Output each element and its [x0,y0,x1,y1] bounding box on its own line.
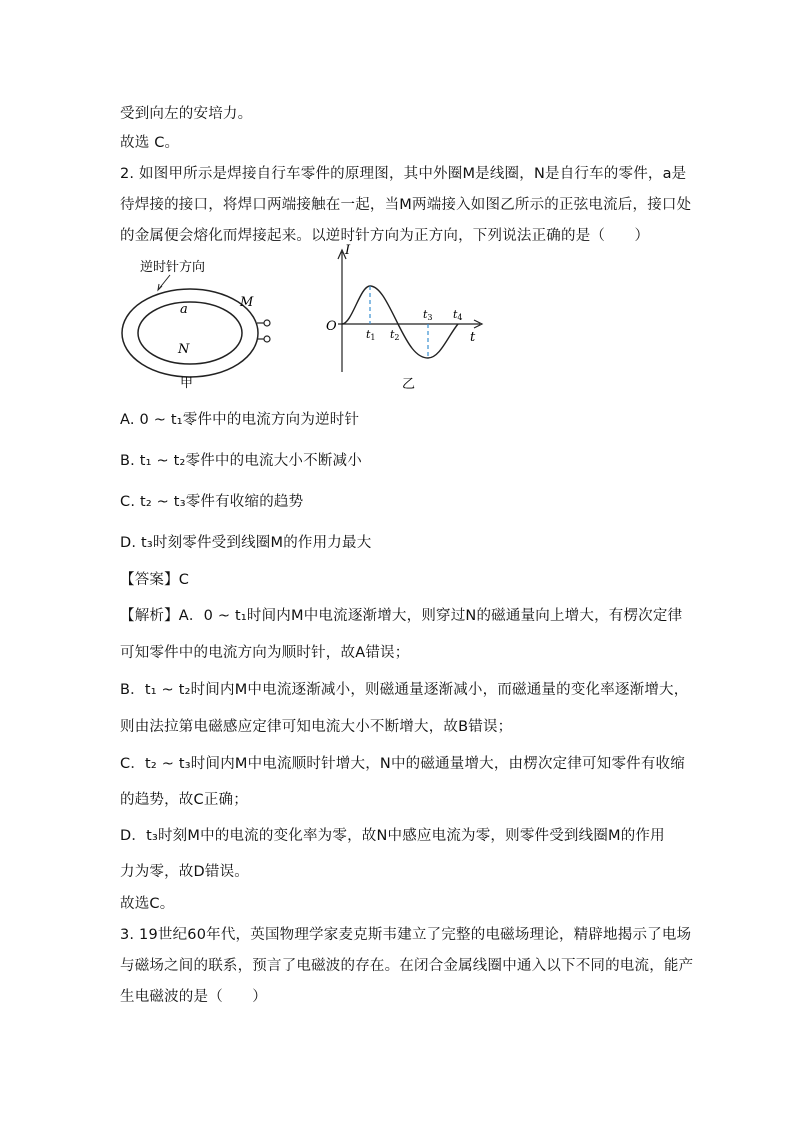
question-2-line: 2. 如图甲所示是焊接自行车零件的原理图，其中外圈M是线圈，N是自行车的零件，a是 [120,166,687,182]
option-d: D. t₃时刻零件受到线圈M的作用力最大 [120,535,372,551]
analysis-line: C．t₂ ~ t₃时间内M中电流顺时针增大，N中的磁通量增大，由楞次定律可知零件有收缩 [120,756,685,772]
figure-coil-diagram [118,255,278,393]
inner-part-N [138,302,242,364]
option-c: C. t₂ ~ t₃零件有收缩的趋势 [120,494,304,510]
figure-current-graph [320,240,490,396]
terminal-circle [264,320,270,326]
axis-label-i: I [345,243,351,258]
analysis-line: 【解析】A．0 ~ t₁时间内M中电流逐渐增大，则穿过N的磁通量向上增大，有楞次定律 [120,608,683,624]
figure-caption: 乙 [402,377,416,392]
analysis-line: 可知零件中的电流方向为顺时针，故A错误； [120,645,410,661]
option-b: B. t₁ ~ t₂零件中的电流大小不断减小 [120,453,362,469]
question-3-line: 与磁场之间的联系，预言了电磁波的存在。在闭合金属线圈中通入以下不同的电流，能产 [120,958,694,974]
analysis-line: 则由法拉第电磁感应定律可知电流大小不断增大，故B错误； [120,719,513,735]
tick-label-t3: t3 [423,308,433,322]
sine-curve [342,286,458,358]
tick-label-t1: t1 [366,328,376,342]
analysis-line: 故选C。 [120,896,175,912]
terminal-circle [264,336,270,342]
axis-label-t: t [470,330,476,345]
analysis-line: B．t₁ ~ t₂时间内M中电流逐渐减小，则磁通量逐渐减小，而磁通量的变化率逐渐增大， [120,682,689,698]
question-2-line: 的金属便会熔化而焊接起来。以逆时针方向为正方向，下列说法正确的是（ ） [120,228,650,244]
text-line: 故选 C。 [120,135,180,151]
direction-label: 逆时针方向 [140,260,206,275]
analysis-line: 的趋势，故C正确； [120,792,248,808]
origin-label: O [326,319,337,334]
question-3-line: 3. 19世纪60年代，英国物理学家麦克斯韦建立了完整的电磁场理论，精辟地揭示了电场 [120,927,692,943]
analysis-line: D．t₃时刻M中的电流的变化率为零，故N中感应电流为零，则零件受到线圈M的作用 [120,828,665,844]
option-a: A. 0 ~ t₁零件中的电流方向为逆时针 [120,412,360,428]
label-M: M [240,295,254,310]
text-line: 受到向左的安培力。 [120,106,253,122]
figure-caption: 甲 [180,376,194,391]
tick-label-t4: t4 [453,308,463,322]
question-3-line: 生电磁波的是（ ） [120,989,267,1005]
answer-line: 【答案】C [120,572,190,588]
tick-label-t2: t2 [390,328,400,342]
label-N: N [178,342,190,357]
question-2-line: 待焊接的接口，将焊口两端接触在一起，当M两端接入如图乙所示的正弦电流后，接口处 [120,197,692,213]
analysis-line: 力为零，故D错误。 [120,864,249,880]
label-a: a [180,302,188,317]
